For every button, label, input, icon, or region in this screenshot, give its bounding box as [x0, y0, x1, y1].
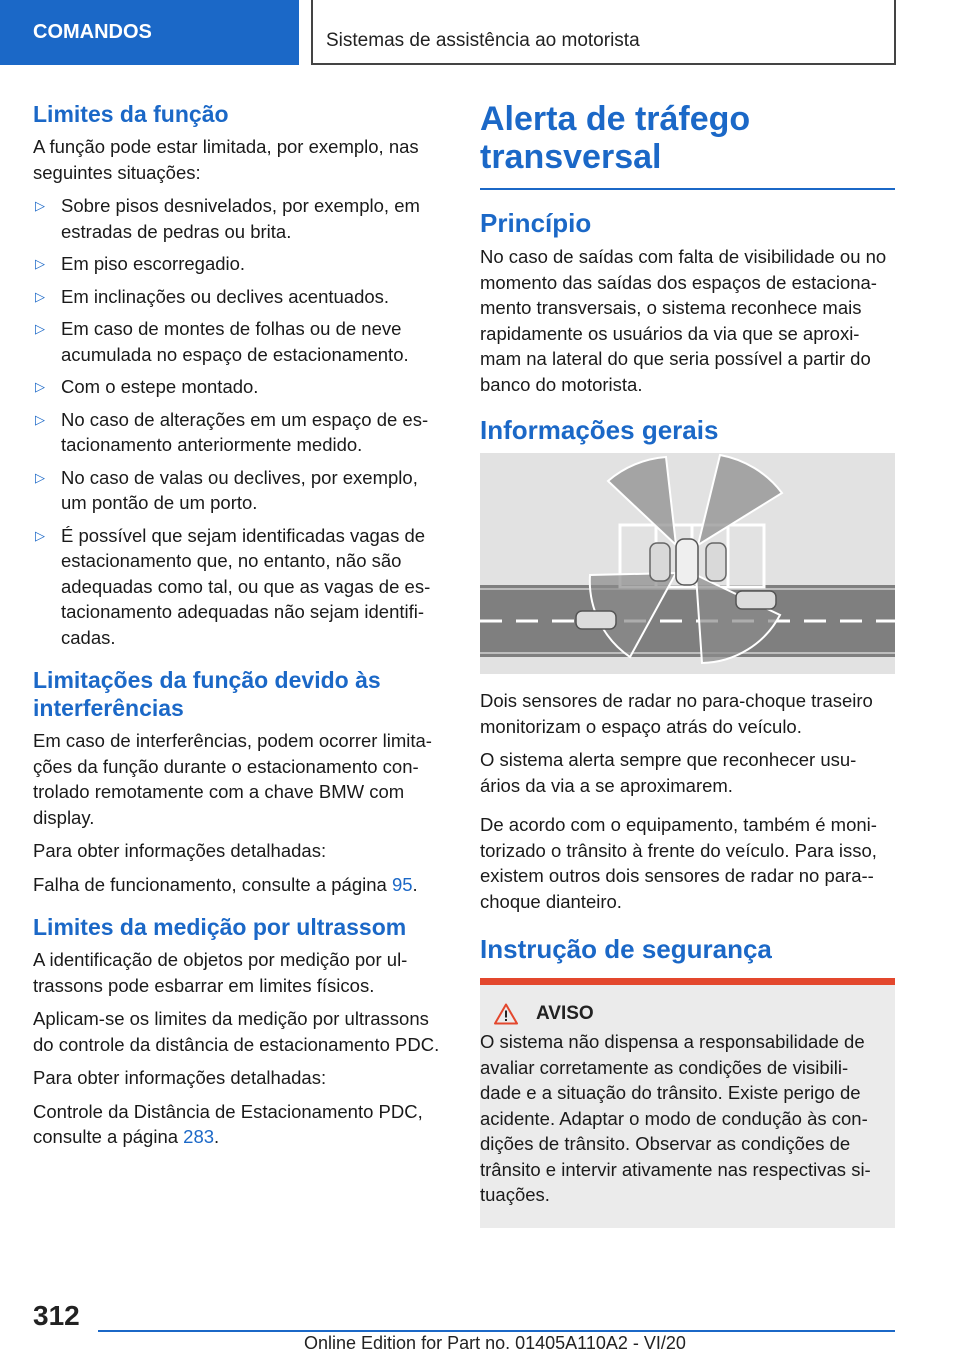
triangle-bullet-icon: ▷ [35, 288, 45, 304]
limits-item: ▷ Em piso escorregadio. [33, 251, 443, 277]
radar-diagram [480, 453, 895, 674]
footer-rule [98, 1330, 895, 1332]
cross-traffic-illustration [480, 453, 895, 674]
triangle-bullet-icon: ▷ [35, 469, 45, 485]
ultrasound-reference: Controle da Distância de Estacionamento PDC, consulte a página 283. [33, 1100, 423, 1147]
general-text-1: Dois sensores de radar no para-choque traseiro monitorizam o espaço atrás do veículo. [480, 690, 873, 737]
page-link-283[interactable]: 283 [183, 1126, 215, 1147]
warning-box [480, 978, 895, 1228]
section-tab [0, 0, 299, 65]
limits-heading: Limites da função [33, 101, 229, 127]
limits-item: ▷ É possível que sejam identificadas vagas de estacionamento que, no entanto, não são adequadas como tal, ou que as vagas de es-tacionamento adequadas não sejam identifi-cadas. [35, 524, 431, 648]
safety-heading: Instrução de segurança [480, 934, 772, 964]
heading-rule [480, 188, 895, 190]
page-link-95[interactable]: 95 [391, 873, 413, 895]
warning-text: O sistema não dispensa a responsabilidade de avaliar corretamente as condições de visibili-dade e a situação do trânsito. Existe perigo de acidente. Adaptar o modo de condução às con-dições de trânsito. Observar as condições de trânsito e intervir ativamente nas respectivas si-tuações. [480, 1031, 871, 1205]
limits-list [33, 193, 443, 650]
page-number: 312 [33, 1300, 80, 1331]
limits-item: ▷ No caso de valas ou declives, por exemplo, um pontão de um porto. [35, 466, 418, 513]
triangle-bullet-icon: ▷ [35, 198, 45, 213]
ultrasound-text-2: Aplicam-se os limites da medição por ultrassons do controle da distância de estacionamento PDC. [33, 1008, 440, 1055]
warning-label: AVISO [536, 1003, 594, 1024]
header-divider-right [894, 0, 896, 65]
header-divider-bottom [311, 63, 896, 65]
limits-intro: A função pode estar limitada, por exemplo, nas seguintes situações: [33, 136, 419, 183]
interference-reference: Falha de funcionamento, consulte a página 95. [33, 873, 418, 895]
principle-heading: Princípio [480, 208, 592, 238]
interference-more: Para obter informações detalhadas: [33, 840, 327, 861]
triangle-bullet-icon: ▷ [35, 379, 45, 394]
warning-bar [480, 978, 895, 985]
header-divider-left [311, 0, 313, 65]
limits-item: ▷ Em caso de montes de folhas ou de neve acumulada no espaço de estacionamento. [35, 318, 409, 365]
chapter-title: Sistemas de assistência ao motorista [326, 30, 640, 51]
warning-triangle-icon [494, 1003, 518, 1025]
section-label: COMANDOS [33, 21, 152, 43]
ultrasound-heading: Limites da medição por ultrassom [33, 914, 407, 940]
limits-item: ▷ Sobre pisos desnivelados, por exemplo, em estradas de pedras ou brita. [35, 195, 420, 242]
main-heading: Alerta de tráfego transversal [480, 100, 751, 176]
edition-text: Online Edition for Part no. 01405A110A2 - VI/20 [304, 1333, 686, 1353]
principle-text: No caso de saídas com falta de visibilidade ou no momento das saídas dos espaços de estaciona-mento transversais, o sistema reconhece mais rapidamente os usuários da via que se aproxi-mam na lateral do que seria possível a partir do banco do motorista. [480, 246, 887, 395]
triangle-bullet-icon: ▷ [35, 411, 45, 427]
general-text-3: De acordo com o equipamento, também é moni-torizado o trânsito à frente do veículo. Para isso, existem outros dois sensores de radar no para--choque dianteiro. [480, 814, 877, 912]
triangle-bullet-icon: ▷ [35, 256, 45, 271]
interference-heading: Limitações da função devido às interferências [33, 667, 381, 721]
limits-item: ▷ No caso de alterações em um espaço de es-tacionamento anteriormente medido. [35, 408, 429, 455]
general-heading: Informações gerais [480, 415, 719, 445]
interference-text: Em caso de interferências, podem ocorrer limita-ções da função durante o estacionamento con-trolado remotamente com a chave BMW com display. [33, 730, 432, 828]
triangle-bullet-icon: ▷ [35, 527, 45, 543]
left-column [33, 100, 443, 1158]
ultrasound-text-1: A identificação de objetos por medição por ul-trassons pode esbarrar em limites físicos. [33, 949, 408, 996]
warning-header [480, 1003, 885, 1025]
triangle-bullet-icon: ▷ [35, 321, 45, 336]
general-text-2: O sistema alerta sempre que reconhecer usu-ários da via a se aproximarem. [480, 749, 857, 796]
limits-item: ▷ Com o estepe montado. [33, 374, 443, 400]
ultrasound-more: Para obter informações detalhadas: [33, 1067, 327, 1088]
right-column [480, 100, 895, 1228]
limits-item: ▷ Em inclinações ou declives acentuados. [33, 284, 443, 310]
